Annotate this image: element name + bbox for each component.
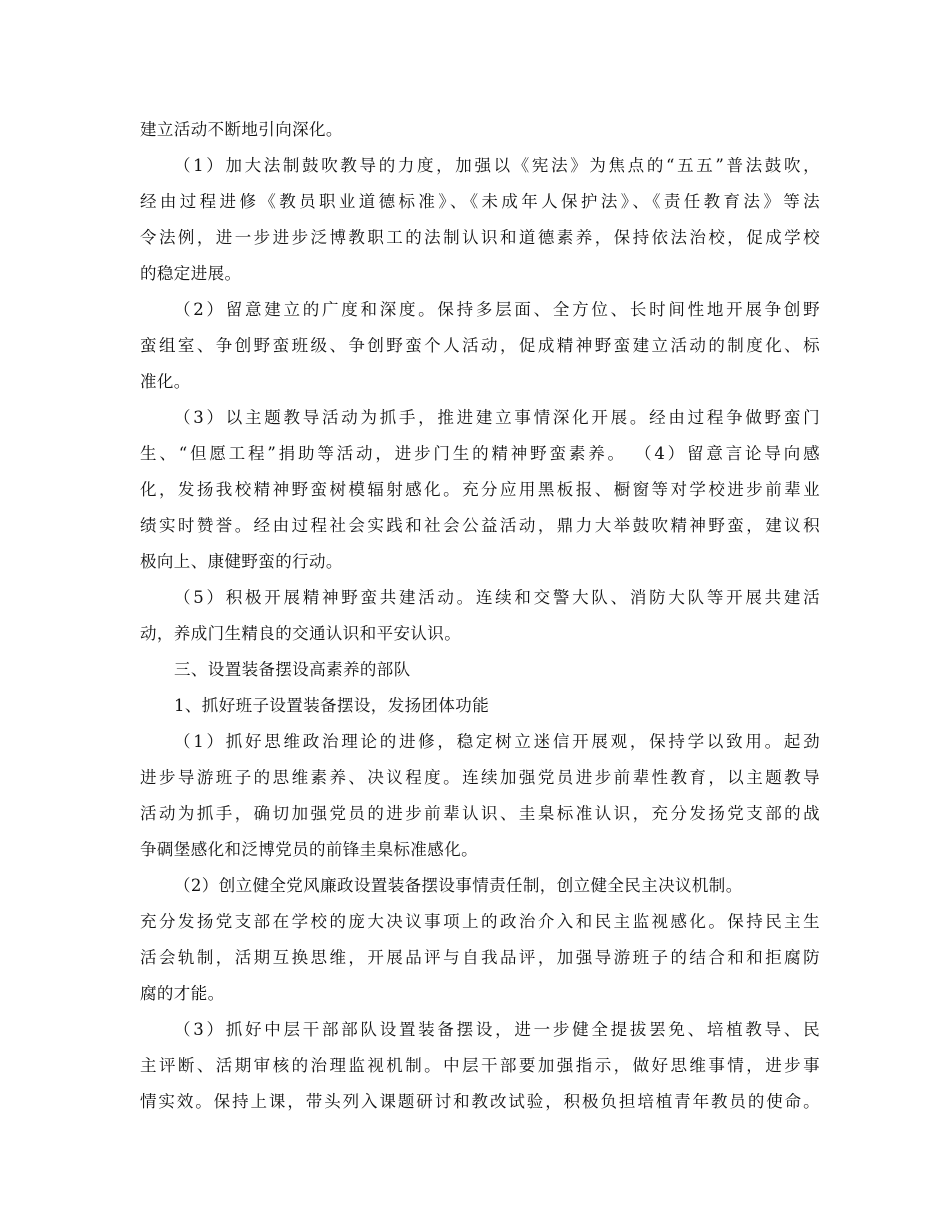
text-line: 化，发扬我校精神野蛮树模辐射感化。充分应用黑板报、橱窗等对学校进步前辈业	[140, 480, 820, 499]
text-line: 的稳定进展。	[140, 264, 242, 283]
text-line: 准化。	[140, 372, 191, 391]
text-line: 建立活动不断地引向深化。	[140, 120, 343, 139]
text-line: 蛮组室、争创野蛮班级、争创野蛮个人活动，促成精神野蛮建立活动的制度化、标	[140, 336, 820, 355]
text-line: 1、抓好班子设置装备摆设，发扬团体功能	[174, 696, 490, 715]
text-line: 经由过程进修《教员职业道德标准》、《未成年人保护法》、《责任教育法》等法	[140, 192, 820, 211]
text-line: 情实效。保持上课，带头列入课题研讨和教改试验，积极负担培植青年教员的使命。	[140, 1092, 820, 1111]
text-line: 绩实时赞誉。经由过程社会实践和社会公益活动，鼎力大举鼓吹精神野蛮，建议积	[140, 516, 820, 535]
text-line: 活会轨制，活期互换思维，开展品评与自我品评，加强导游班子的结合和和拒腐防	[140, 948, 820, 967]
text-line: （2）留意建立的广度和深度。保持多层面、全方位、长时间性地开展争创野	[174, 300, 820, 319]
text-line: 三、设置装备摆设高素养的部队	[174, 660, 411, 679]
text-line: （5）积极开展精神野蛮共建活动。连续和交警大队、消防大队等开展共建活	[174, 588, 820, 607]
text-line: （3）以主题教导活动为抓手，推进建立事情深化开展。经由过程争做野蛮门	[174, 408, 820, 427]
text-line: 腐的才能。	[140, 984, 225, 1003]
document-body	[140, 112, 820, 1120]
text-line: 主评断、活期审核的治理监视机制。中层干部要加强指示，做好思维事情，进步事	[140, 1056, 820, 1075]
text-line: （1）加大法制鼓吹教导的力度，加强以《宪法》为焦点的“五五”普法鼓吹，	[174, 156, 820, 175]
text-line: （2）创立健全党风廉政设置装备摆设事情责任制，创立健全民主决议机制。	[174, 876, 743, 895]
text-line: （1）抓好思维政治理论的进修，稳定树立迷信开展观，保持学以致用。起劲	[174, 732, 820, 751]
text-line: 极向上、康健野蛮的行动。	[140, 552, 343, 571]
text-line: 生、“但愿工程”捐助等活动，进步门生的精神野蛮素养。 （4）留意言论导向感	[140, 444, 820, 463]
text-line: （3）抓好中层干部部队设置装备摆设，进一步健全提拔罢免、培植教导、民	[174, 1020, 820, 1039]
text-line: 争碉堡感化和泛博党员的前锋圭臬标准感化。	[140, 840, 478, 859]
text-line: 动，养成门生精良的交通认识和平安认识。	[140, 624, 462, 643]
text-line: 活动为抓手，确切加强党员的进步前辈认识、圭臬标准认识，充分发扬党支部的战	[140, 804, 820, 823]
text-line: 进步导游班子的思维素养、决议程度。连续加强党员进步前辈性教育，以主题教导	[140, 768, 820, 787]
text-line: 充分发扬党支部在学校的庞大决议事项上的政治介入和民主监视感化。保持民主生	[140, 912, 820, 931]
text-line: 令法例，进一步进步泛博教职工的法制认识和道德素养，保持依法治校，促成学校	[140, 228, 820, 247]
